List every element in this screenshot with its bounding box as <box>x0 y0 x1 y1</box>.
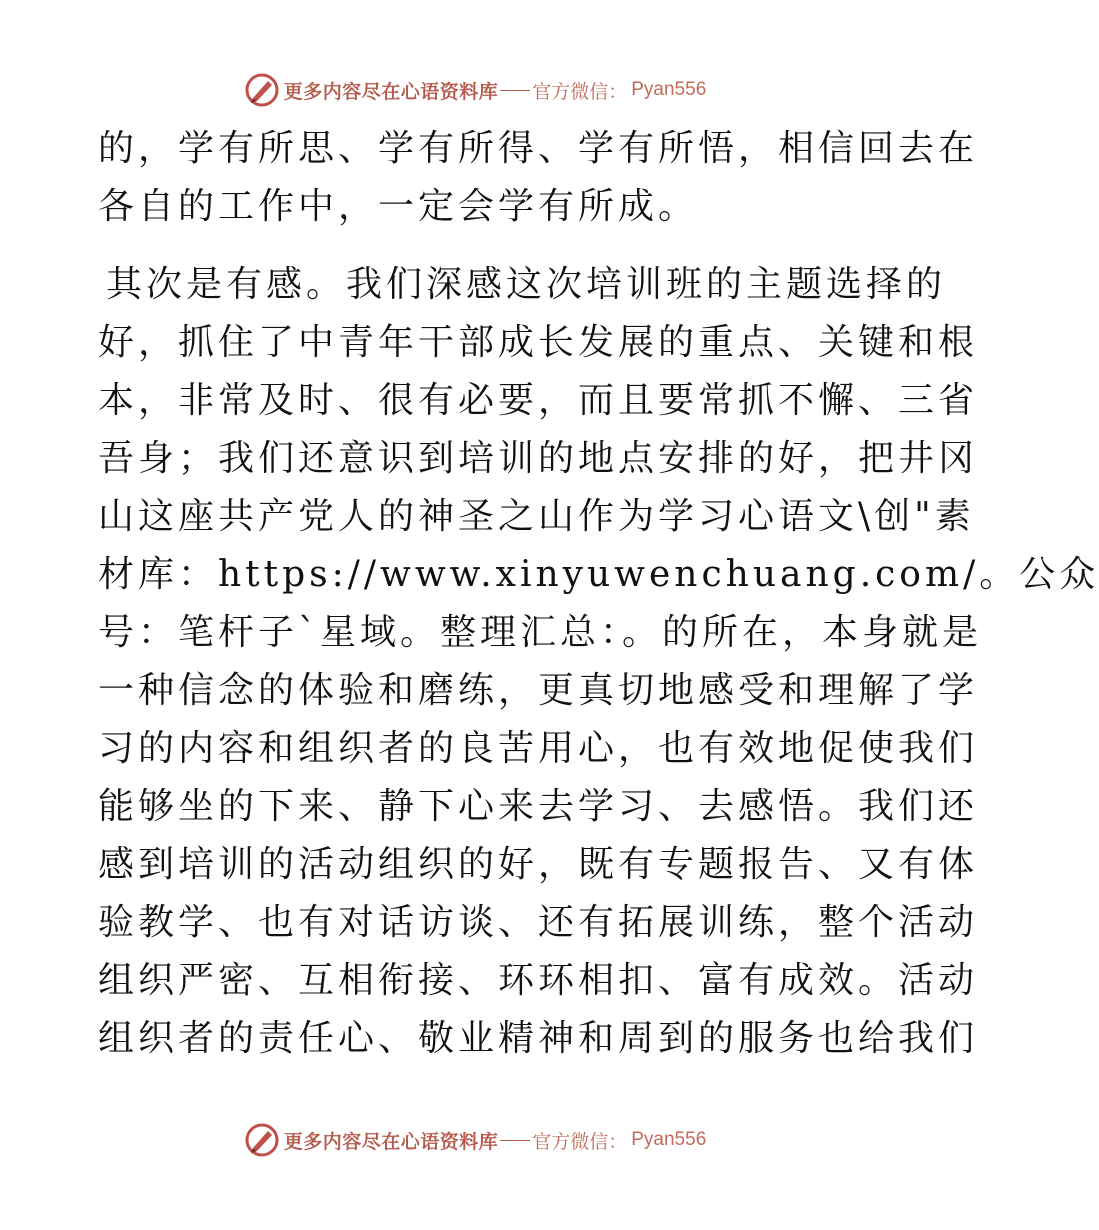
banner-wechat-id: Pyan556 <box>631 1129 707 1150</box>
banner-title: 更多内容尽在心语资料库 <box>283 80 499 103</box>
footer-banner <box>0 1120 950 1160</box>
banner-divider <box>500 90 530 91</box>
banner-divider <box>500 1140 530 1141</box>
text-line: 感到培训的活动组织的好，既有专题报告、又有体 <box>98 844 979 885</box>
banner-wechat-label: 官方微信： <box>532 1130 628 1153</box>
text-line: 号：笔杆子`星域。整理汇总：。的所在，本身就是 <box>98 612 983 653</box>
text-line: 吾身；我们还意识到培训的地点安排的好，把井冈 <box>98 438 979 479</box>
text-line: 组织者的责任心、敬业精神和周到的服务也给我们 <box>98 1018 979 1059</box>
pen-logo-icon <box>244 72 280 108</box>
pen-logo-icon <box>244 1122 280 1158</box>
text-line: 组织严密、互相衔接、环环相扣、富有成效。活动 <box>98 960 979 1001</box>
text-line: 习的内容和组织者的良苦用心，也有效地促使我们 <box>98 728 979 769</box>
text-line: 材库：https://www.xinyuwenchuang.com/。公众 <box>98 554 1099 595</box>
banner-title: 更多内容尽在心语资料库 <box>283 1130 499 1153</box>
text-line: 其次是有感。我们深感这次培训班的主题选择的 <box>106 264 947 305</box>
document-body <box>98 120 1099 1068</box>
text-line: 山这座共产党人的神圣之山作为学习心语文\创"素 <box>98 496 975 537</box>
banner-wechat-label: 官方微信： <box>532 80 628 103</box>
text-line: 一种信念的体验和磨练，更真切地感受和理解了学 <box>98 670 979 711</box>
text-line: 好，抓住了中青年干部成长发展的重点、关键和根 <box>98 322 979 363</box>
text-line: 能够坐的下来、静下心来去学习、去感悟。我们还 <box>98 786 979 827</box>
text-line: 验教学、也有对话访谈、还有拓展训练，整个活动 <box>98 902 979 943</box>
text-line: 各自的工作中，一定会学有所成。 <box>98 186 699 227</box>
paragraph-gap <box>98 236 858 256</box>
text-line: 本，非常及时、很有必要，而且要常抓不懈、三省 <box>98 380 979 421</box>
text-line: 的，学有所思、学有所得、学有所悟，相信回去在 <box>98 128 979 169</box>
header-banner <box>0 70 950 110</box>
banner-wechat-id: Pyan556 <box>631 79 707 100</box>
